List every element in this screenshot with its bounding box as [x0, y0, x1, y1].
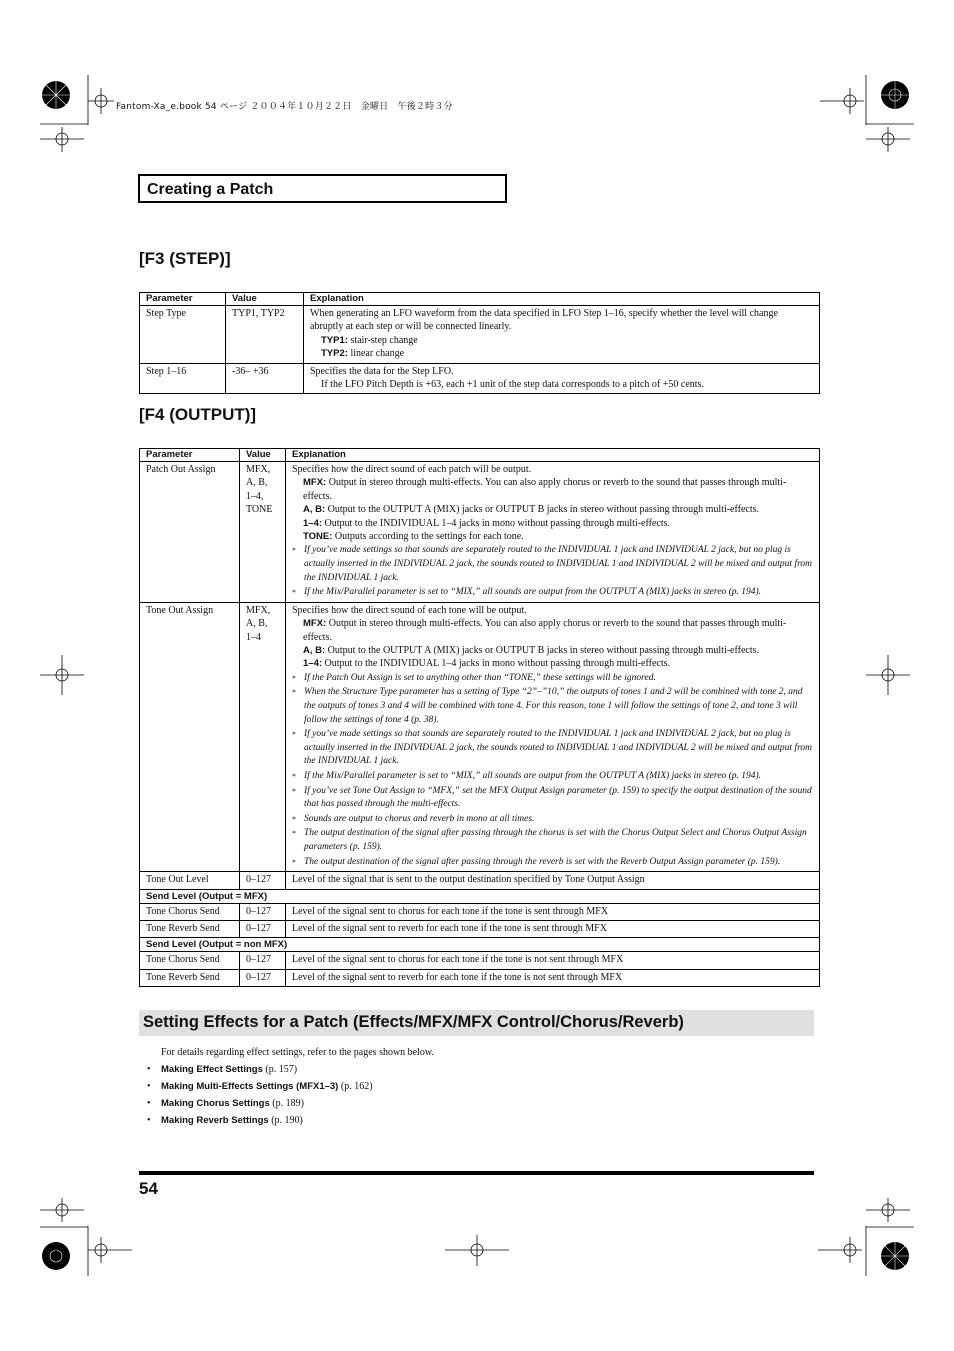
f3-step-heading: [F3 (STEP)]: [139, 249, 231, 268]
table-row: [140, 969, 820, 986]
option-key: A, B:: [303, 504, 326, 516]
option-key: MFX:: [303, 477, 327, 489]
option-text: linear change: [347, 348, 405, 360]
value-line: A, B,: [246, 618, 268, 630]
link-page: (p. 190): [268, 1115, 303, 1126]
param-cell: Tone Out Level: [140, 872, 240, 889]
explanation-cell: Level of the signal sent to chorus for each tone if the tone is sent through MFX: [286, 903, 820, 920]
option-line: [292, 617, 813, 644]
footer-rule: [139, 1171, 814, 1175]
option-line: [292, 503, 813, 516]
table-row: [140, 920, 820, 937]
option-key: 1–4:: [303, 517, 323, 529]
option-line: [292, 530, 813, 543]
f4-output-table: [139, 448, 820, 987]
value-cell: 0–127: [240, 903, 286, 920]
effects-section-bar: [139, 1010, 814, 1036]
option-key: TONE:: [303, 531, 333, 543]
param-cell: Tone Out Assign: [140, 602, 240, 871]
link-item[interactable]: [161, 1081, 373, 1092]
section-title: Send Level (Output = MFX): [140, 889, 820, 903]
section-title: Send Level (Output = non MFX): [140, 938, 820, 952]
table-header-row: [140, 449, 820, 462]
note: * The output destination of the signal after passing through the reverb is set with the Reverb Output Assign parameter (p. 159).: [292, 856, 813, 870]
note: * If the Mix/Parallel parameter is set to “MIX,” all sounds are output from the OUTPUT A (MIX) jacks in stereo (p. 194).: [292, 770, 813, 784]
value-cell: 0–127: [240, 920, 286, 937]
value-cell: -36– +36: [226, 363, 304, 394]
param-cell: Tone Chorus Send: [140, 903, 240, 920]
option-text: stair-step change: [347, 334, 418, 346]
chapter-title: Creating a Patch: [147, 181, 274, 198]
option-text: Output to the OUTPUT A (MIX) jacks or OUTPUT B jacks in stereo without passing through multi-effects.: [325, 504, 760, 516]
option-key: TYP2:: [321, 348, 348, 360]
column-header: Explanation: [286, 449, 820, 462]
table-row: [140, 602, 820, 871]
option-line: [292, 476, 813, 503]
explanation-cell: Level of the signal sent to reverb for each tone if the tone is sent through MFX: [286, 920, 820, 937]
value-line: A, B,: [246, 477, 268, 489]
section-row: [140, 889, 820, 903]
link-page: (p. 157): [262, 1064, 298, 1075]
note: * If you’ve made settings so that sounds are separately routed to the INDIVIDUAL 1 jack and INDIVIDUAL 2 jack, but no plug is actually inserted in the INDIVIDUAL 2 jack, the sounds routed to INDIVIDUAL 1 and INDIVIDUAL 2 will be mixed and output from the INDIVIDUAL 1 jack.: [292, 728, 813, 769]
table-row: [140, 952, 820, 969]
note: * When the Structure Type parameter has a setting of Type “2”–”10,” the outputs of tones 1 and 2 will be combined with tone 2, and the outputs of tones 3 and 4 will be combined with tone 4. For this reason, tone 1 will follow the settings of tone 2, and tone 3 will follow the settings of tone 4 (p. 38).: [292, 686, 813, 727]
link-item[interactable]: [161, 1064, 297, 1075]
explanation-extra: If the LFO Pitch Depth is +63, each +1 unit of the step data corresponds to a pitch of +50 cents.: [321, 379, 704, 391]
table-row: [140, 306, 820, 364]
link-page: (p. 189): [269, 1098, 304, 1109]
param-cell: Tone Chorus Send: [140, 952, 240, 969]
value-line: 1–4: [246, 631, 261, 643]
option-text: Output in stereo through multi-effects. You can also apply chorus or reverb to the sound that passes through multi-effects.: [303, 618, 787, 643]
option-line: [310, 347, 813, 360]
value-cell: 0–127: [240, 969, 286, 986]
explanation-text: Specifies the data for the Step LFO.: [310, 365, 454, 377]
table-header-row: [140, 293, 820, 306]
value-line: TONE: [246, 504, 273, 516]
note: * If the Mix/Parallel parameter is set to “MIX,” all sounds are output from the OUTPUT A (MIX) jacks in stereo (p. 194).: [292, 586, 813, 600]
section-row: [140, 938, 820, 952]
explanation-cell: [304, 363, 820, 394]
file-info-header: Fantom-Xa_e.book 54 ページ ２００４年１０月２２日 金曜日 午後２時３分: [116, 102, 453, 112]
column-header: Value: [226, 293, 304, 306]
chapter-title-box: [138, 174, 507, 203]
option-key: 1–4:: [303, 658, 323, 670]
option-key: A, B:: [303, 645, 326, 657]
param-cell: Tone Reverb Send: [140, 969, 240, 986]
table-row: [140, 872, 820, 889]
option-line: [310, 334, 813, 347]
column-header: Explanation: [304, 293, 820, 306]
explanation-cell: Level of the signal sent to chorus for each tone if the tone is not sent through MFX: [286, 952, 820, 969]
option-text: Outputs according to the settings for each tone.: [332, 531, 524, 543]
value-cell: 0–127: [240, 952, 286, 969]
f3-step-table: [139, 292, 820, 394]
option-text: Output in stereo through multi-effects. You can also apply chorus or reverb to the sound that passes through multi-effects.: [303, 477, 787, 502]
param-cell: Step 1–16: [140, 363, 226, 394]
option-key: TYP1:: [321, 334, 348, 346]
explanation-cell: [286, 602, 820, 871]
value-cell: [240, 602, 286, 871]
option-text: Output to the INDIVIDUAL 1–4 jacks in mono without passing through multi-effects.: [322, 658, 671, 670]
value-line: MFX,: [246, 464, 271, 475]
note: * If you’ve made settings so that sounds are separately routed to the INDIVIDUAL 1 jack and INDIVIDUAL 2 jack, but no plug is actually inserted in the INDIVIDUAL 2 jack, the sounds routed to INDIVIDUAL 1 and INDIVIDUAL 2 will be mixed and output from the INDIVIDUAL 1 jack.: [292, 544, 813, 585]
link-item[interactable]: [161, 1115, 303, 1126]
link-label: Making Reverb Settings: [161, 1115, 269, 1126]
note: * Sounds are output to chorus and reverb in mono at all times.: [292, 813, 813, 827]
column-header: Parameter: [140, 449, 240, 462]
link-label: Making Chorus Settings: [161, 1098, 270, 1109]
effects-intro: For details regarding effect settings, refer to the pages shown below.: [161, 1047, 434, 1058]
page-number: 54: [139, 1179, 158, 1198]
value-line: 1–4,: [246, 490, 264, 502]
option-line: [292, 657, 813, 670]
link-label: Making Multi-Effects Settings (MFX1–3): [161, 1081, 339, 1092]
note: * The output destination of the signal after passing through the chorus is set with the Chorus Output Select and Chorus Output Assign parameters (p. 159).: [292, 827, 813, 854]
table-row: [140, 462, 820, 603]
link-item[interactable]: [161, 1098, 304, 1109]
param-cell: Tone Reverb Send: [140, 920, 240, 937]
column-header: Parameter: [140, 293, 226, 306]
param-cell: Patch Out Assign: [140, 462, 240, 603]
explanation-cell: Level of the signal that is sent to the output destination specified by Tone Output Assign: [286, 872, 820, 889]
value-cell: [240, 462, 286, 603]
param-cell: Step Type: [140, 306, 226, 364]
value-cell: TYP1, TYP2: [226, 306, 304, 364]
explanation-cell: Level of the signal sent to reverb for each tone if the tone is not sent through MFX: [286, 969, 820, 986]
option-key: MFX:: [303, 618, 327, 630]
link-page: (p. 162): [338, 1081, 373, 1092]
explanation-text: When generating an LFO waveform from the data specified in LFO Step 1–16, specify whether the level will change abruptly at each step or will be connected linearly.: [310, 308, 778, 333]
table-row: [140, 363, 820, 394]
option-text: Output to the INDIVIDUAL 1–4 jacks in mono without passing through multi-effects.: [322, 517, 671, 529]
note: * If you’ve set Tone Out Assign to “MFX,” set the MFX Output Assign parameter (p. 159) to specify the output destination of the sound that has passed through the multi-effects.: [292, 785, 813, 812]
value-cell: 0–127: [240, 872, 286, 889]
option-line: [292, 517, 813, 530]
option-line: [292, 644, 813, 657]
explanation-text: Specifies how the direct sound of each patch will be output.: [292, 464, 532, 475]
table-row: [140, 903, 820, 920]
effects-section-title: Setting Effects for a Patch (Effects/MFX/MFX Control/Chorus/Reverb): [143, 1013, 684, 1031]
note: * If the Patch Out Assign is set to anything other than “TONE,” these settings will be ignored.: [292, 672, 813, 686]
explanation-cell: [286, 462, 820, 603]
option-text: Output to the OUTPUT A (MIX) jacks or OUTPUT B jacks in stereo without passing through multi-effects.: [325, 645, 760, 657]
link-label: Making Effect Settings: [161, 1064, 263, 1075]
f4-output-heading: [F4 (OUTPUT)]: [139, 405, 257, 424]
explanation-text: Specifies how the direct sound of each tone will be output.: [292, 604, 527, 616]
explanation-cell: [304, 306, 820, 364]
value-line: MFX,: [246, 604, 271, 616]
column-header: Value: [240, 449, 286, 462]
